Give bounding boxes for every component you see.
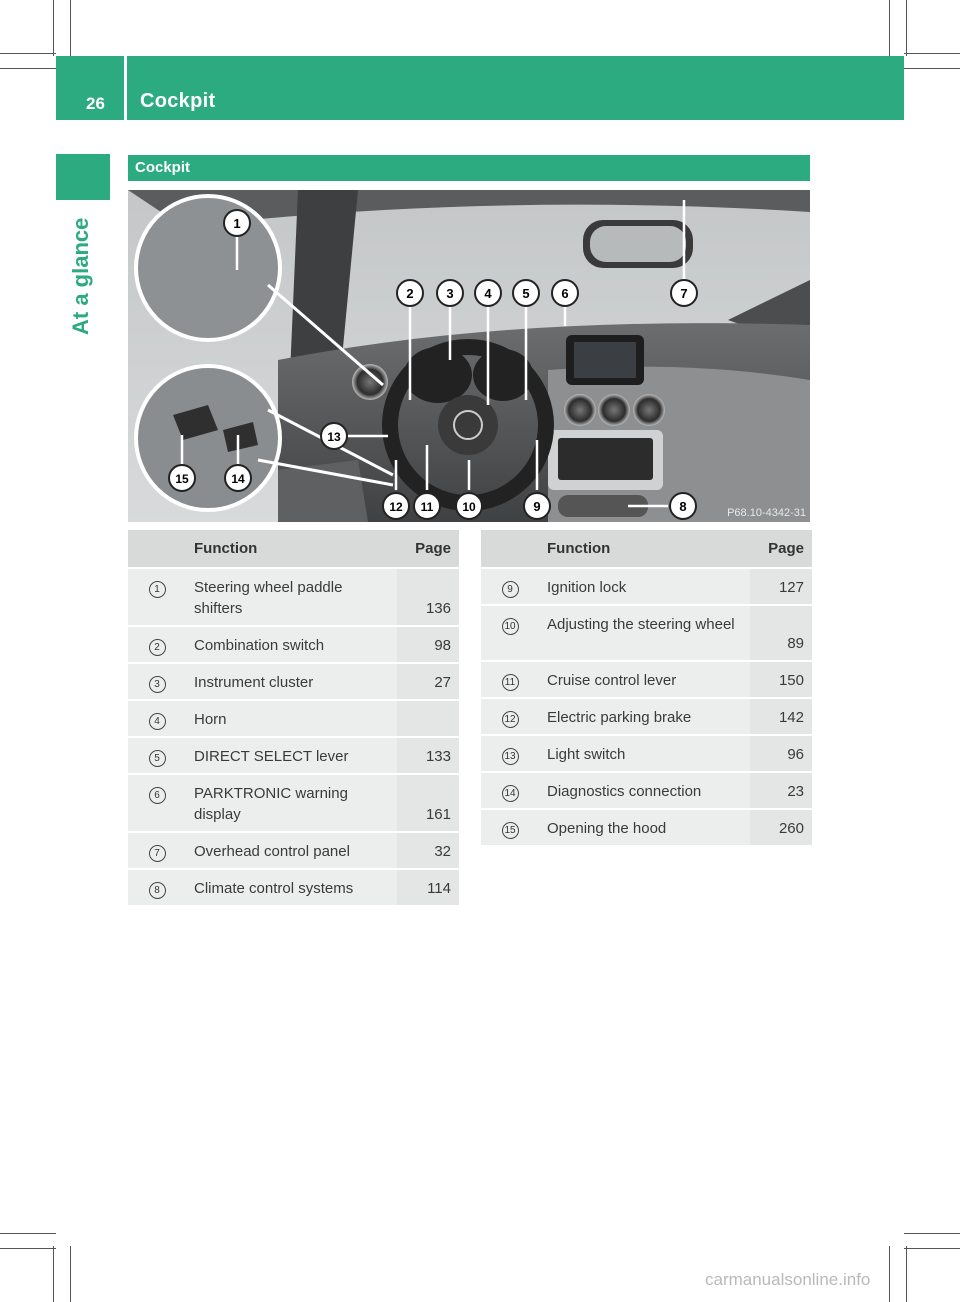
page-ref: 150 (750, 661, 812, 698)
callout-10 (456, 493, 482, 519)
callout-number: 13 (502, 748, 519, 765)
page-ref: 136 (397, 568, 459, 626)
function-text: Combination switch (186, 626, 397, 663)
function-text: Adjusting the steering wheel (539, 605, 750, 661)
page-ref: 260 (750, 809, 812, 845)
side-tab-marker (56, 154, 110, 200)
callout-1 (224, 210, 250, 236)
table-header-row (481, 530, 812, 568)
function-text: Opening the hood (539, 809, 750, 845)
table-row (128, 832, 459, 869)
header-page: Page (750, 530, 812, 568)
function-text: Diagnostics connection (539, 772, 750, 809)
callout-2 (397, 280, 423, 306)
cockpit-illustration (128, 190, 810, 522)
crop-mark (889, 1246, 890, 1302)
crop-mark (0, 1248, 56, 1249)
svg-text:10: 10 (462, 500, 476, 514)
callout-number: 6 (149, 787, 166, 804)
page-ref: 23 (750, 772, 812, 809)
page-ref: 127 (750, 568, 812, 605)
function-table-left (128, 530, 459, 905)
page-ref: 98 (397, 626, 459, 663)
table-row (128, 663, 459, 700)
header-function: Function (539, 530, 750, 568)
header-num (481, 530, 539, 568)
svg-text:8: 8 (679, 499, 687, 514)
section-bar (128, 155, 810, 181)
svg-text:15: 15 (175, 472, 189, 486)
callout-14 (225, 465, 251, 491)
svg-text:2: 2 (406, 286, 414, 301)
crop-mark (904, 68, 960, 69)
callout-number: 7 (149, 845, 166, 862)
callout-number: 5 (149, 750, 166, 767)
svg-text:5: 5 (522, 286, 530, 301)
function-text: Steering wheel paddle shifters (186, 568, 397, 626)
svg-text:6: 6 (561, 286, 569, 301)
crop-mark (889, 0, 890, 56)
callout-11 (414, 493, 440, 519)
crop-mark (0, 1233, 56, 1234)
svg-text:7: 7 (680, 286, 688, 301)
crop-mark (0, 53, 56, 54)
table-row (128, 869, 459, 905)
table-row (128, 774, 459, 832)
function-text: Instrument cluster (186, 663, 397, 700)
page-ref: 27 (397, 663, 459, 700)
header-divider (124, 56, 127, 120)
table-row (481, 661, 812, 698)
table-row (481, 698, 812, 735)
crop-mark (53, 0, 54, 56)
figure-code: P68.10-4342-31 (727, 507, 806, 519)
svg-text:11: 11 (420, 500, 434, 514)
page-ref: 96 (750, 735, 812, 772)
crop-mark (53, 1246, 54, 1302)
table-row (128, 568, 459, 626)
page-number: 26 (86, 94, 105, 113)
svg-text:1: 1 (233, 216, 241, 231)
callout-number: 8 (149, 882, 166, 899)
header-num (128, 530, 186, 568)
page-ref (397, 700, 459, 737)
table-header-row (128, 530, 459, 568)
function-text: DIRECT SELECT lever (186, 737, 397, 774)
svg-text:9: 9 (533, 499, 541, 514)
function-text: Climate control systems (186, 869, 397, 905)
crop-mark (0, 68, 56, 69)
callout-number: 15 (502, 822, 519, 839)
function-text: Ignition lock (539, 568, 750, 605)
page-ref: 161 (397, 774, 459, 832)
table-row (128, 700, 459, 737)
svg-text:12: 12 (389, 500, 403, 514)
callout-number: 14 (502, 785, 519, 802)
function-table-right (481, 530, 812, 845)
side-tab-label: At a glance (68, 217, 93, 335)
crop-mark (906, 0, 907, 56)
crop-mark (70, 1246, 71, 1302)
svg-text:3: 3 (446, 286, 454, 301)
header-title: Cockpit (140, 90, 216, 112)
callout-number: 10 (502, 618, 519, 635)
crop-mark (904, 1248, 960, 1249)
callout-number: 12 (502, 711, 519, 728)
page-ref: 142 (750, 698, 812, 735)
table-row (481, 735, 812, 772)
callout-number: 1 (149, 581, 166, 598)
table-row (481, 605, 812, 661)
function-text: Overhead control panel (186, 832, 397, 869)
table-row (481, 772, 812, 809)
crop-mark (904, 53, 960, 54)
callout-number: 11 (502, 674, 519, 691)
function-text: Horn (186, 700, 397, 737)
callout-8 (670, 493, 696, 519)
crop-mark (906, 1246, 907, 1302)
function-text: Electric parking brake (539, 698, 750, 735)
crop-mark (904, 1233, 960, 1234)
page-ref: 133 (397, 737, 459, 774)
watermark: carmanualsonline.info (705, 1270, 871, 1289)
cockpit-figure (128, 190, 810, 522)
table-row (481, 809, 812, 845)
table-row (128, 737, 459, 774)
table-row (128, 626, 459, 663)
svg-text:14: 14 (231, 472, 245, 486)
callout-number: 9 (502, 581, 519, 598)
callout-number: 3 (149, 676, 166, 693)
svg-text:4: 4 (484, 286, 492, 301)
table-row (481, 568, 812, 605)
callout-15 (169, 465, 195, 491)
page-ref: 32 (397, 832, 459, 869)
page-ref: 89 (750, 605, 812, 661)
header-function: Function (186, 530, 397, 568)
callout-number: 2 (149, 639, 166, 656)
svg-text:13: 13 (327, 430, 341, 444)
callout-13 (321, 423, 347, 449)
callout-4 (475, 280, 501, 306)
page-ref: 114 (397, 869, 459, 905)
callout-number: 4 (149, 713, 166, 730)
callout-7 (671, 280, 697, 306)
header-page: Page (397, 530, 459, 568)
callout-5 (513, 280, 539, 306)
function-text: Light switch (539, 735, 750, 772)
function-text: PARKTRONIC warning display (186, 774, 397, 832)
function-text: Cruise control lever (539, 661, 750, 698)
callout-9 (524, 493, 550, 519)
section-title: Cockpit (135, 159, 191, 176)
callout-6 (552, 280, 578, 306)
crop-mark (70, 0, 71, 56)
callout-3 (437, 280, 463, 306)
callout-12 (383, 493, 409, 519)
